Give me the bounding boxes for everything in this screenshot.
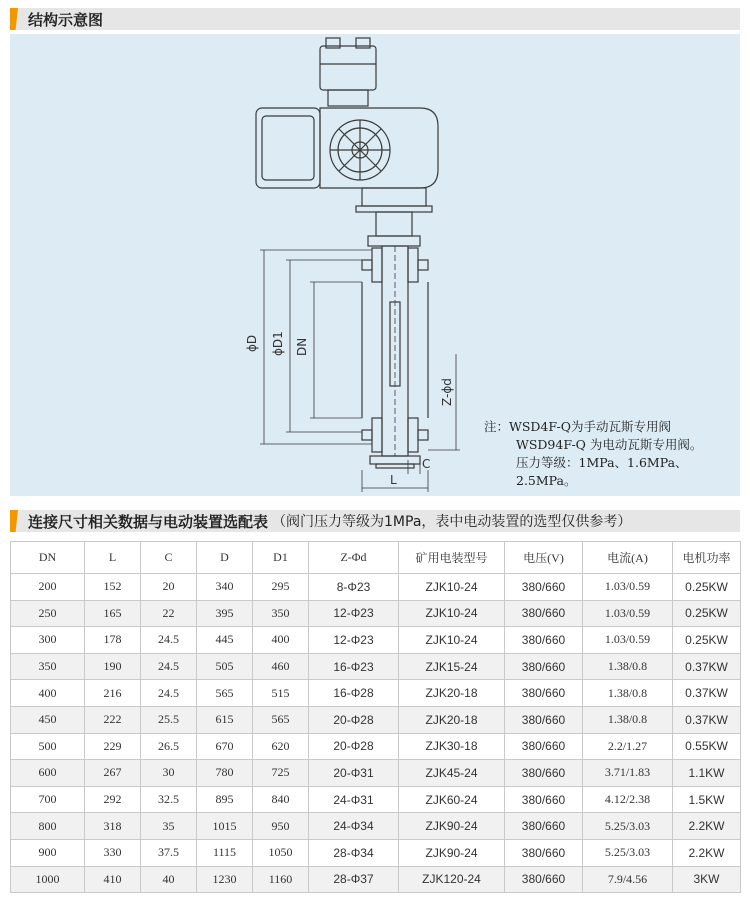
table-cell: 445 bbox=[197, 627, 253, 654]
note-line-2: WSD94F-Q 为电动瓦斯专用阀。 bbox=[516, 437, 703, 452]
table-cell: ZJK60-24 bbox=[399, 786, 505, 813]
table-cell: 1.03/0.59 bbox=[583, 600, 673, 627]
table-cell: 380/660 bbox=[505, 813, 583, 840]
table-cell: 12-Φ23 bbox=[309, 627, 399, 654]
table-cell: ZJK15-24 bbox=[399, 653, 505, 680]
table-cell: 16-Φ28 bbox=[309, 680, 399, 707]
table-row bbox=[11, 866, 741, 893]
table-cell: 24.5 bbox=[141, 627, 197, 654]
table-cell: 565 bbox=[253, 706, 309, 733]
table-row bbox=[11, 839, 741, 866]
table-cell: 505 bbox=[197, 653, 253, 680]
diagram-note bbox=[484, 418, 702, 490]
table-cell: 222 bbox=[85, 706, 141, 733]
col-header: Z-Φd bbox=[309, 542, 399, 574]
table-cell: ZJK120-24 bbox=[399, 866, 505, 893]
table-cell: ZJK20-18 bbox=[399, 680, 505, 707]
table-cell: ZJK10-24 bbox=[399, 600, 505, 627]
section-subtitle: （阀门压力等级为1MPa，表中电动装置的选型仅供参考） bbox=[272, 514, 632, 530]
table-cell: ZJK10-24 bbox=[399, 627, 505, 654]
table-cell: 200 bbox=[11, 574, 85, 601]
col-header: C bbox=[141, 542, 197, 574]
table-cell: 515 bbox=[253, 680, 309, 707]
table-cell: 950 bbox=[253, 813, 309, 840]
table-cell: 2.2KW bbox=[673, 813, 741, 840]
label-zphid: Z-ϕd bbox=[440, 378, 454, 406]
table-cell: 318 bbox=[85, 813, 141, 840]
table-cell: 400 bbox=[253, 627, 309, 654]
table-cell: 229 bbox=[85, 733, 141, 760]
table-cell: 0.25KW bbox=[673, 574, 741, 601]
section-title: 连接尺寸相关数据与电动装置选配表 bbox=[28, 512, 269, 531]
table-header-row bbox=[11, 542, 741, 574]
table-cell: 840 bbox=[253, 786, 309, 813]
table-cell: 20-Φ31 bbox=[309, 760, 399, 787]
table-cell: 28-Φ34 bbox=[309, 839, 399, 866]
label-c: C bbox=[422, 457, 431, 471]
table-cell: 1.38/0.8 bbox=[583, 653, 673, 680]
table-cell: 1015 bbox=[197, 813, 253, 840]
label-phid: ϕD bbox=[245, 334, 259, 352]
table-cell: 380/660 bbox=[505, 706, 583, 733]
col-header: 矿用电装型号 bbox=[399, 542, 505, 574]
table-cell: 0.37KW bbox=[673, 680, 741, 707]
table-cell: 32.5 bbox=[141, 786, 197, 813]
note-line-3: 压力等级：1MPa、1.6MPa、 bbox=[516, 455, 688, 470]
table-cell: ZJK10-24 bbox=[399, 574, 505, 601]
table-cell: 292 bbox=[85, 786, 141, 813]
table-row bbox=[11, 680, 741, 707]
table-cell: 22 bbox=[141, 600, 197, 627]
table-cell: 178 bbox=[85, 627, 141, 654]
table-cell: 5.25/3.03 bbox=[583, 839, 673, 866]
junction-box bbox=[320, 46, 376, 90]
table-cell: 670 bbox=[197, 733, 253, 760]
col-header: DN bbox=[11, 542, 85, 574]
table-cell: 330 bbox=[85, 839, 141, 866]
section-header-table bbox=[10, 510, 740, 532]
table-cell: 400 bbox=[11, 680, 85, 707]
table-cell: 35 bbox=[141, 813, 197, 840]
col-header: 电流(A) bbox=[583, 542, 673, 574]
table-cell: 7.9/4.56 bbox=[583, 866, 673, 893]
accent-tab bbox=[10, 510, 18, 532]
col-header: D bbox=[197, 542, 253, 574]
table-cell: 500 bbox=[11, 733, 85, 760]
table-cell: 152 bbox=[85, 574, 141, 601]
table-cell: 600 bbox=[11, 760, 85, 787]
table-row bbox=[11, 653, 741, 680]
table-cell: 350 bbox=[11, 653, 85, 680]
table-row bbox=[11, 733, 741, 760]
note-line-4: 2.5MPa。 bbox=[516, 473, 577, 488]
table-cell: 267 bbox=[85, 760, 141, 787]
table-row bbox=[11, 706, 741, 733]
table-cell: 1.38/0.8 bbox=[583, 680, 673, 707]
table-cell: 1.03/0.59 bbox=[583, 574, 673, 601]
table-cell: 24.5 bbox=[141, 680, 197, 707]
note-line-1: 注：WSD4F-Q为手动瓦斯专用阀 bbox=[484, 419, 671, 434]
label-l: L bbox=[390, 473, 397, 487]
table-cell: 800 bbox=[11, 813, 85, 840]
table-cell: 900 bbox=[11, 839, 85, 866]
table-cell: ZJK20-18 bbox=[399, 706, 505, 733]
table-cell: 24.5 bbox=[141, 653, 197, 680]
table-cell: 1050 bbox=[253, 839, 309, 866]
table-cell: 410 bbox=[85, 866, 141, 893]
col-header: 电压(V) bbox=[505, 542, 583, 574]
table-cell: 1115 bbox=[197, 839, 253, 866]
table-cell: 1000 bbox=[11, 866, 85, 893]
table-cell: 24-Φ34 bbox=[309, 813, 399, 840]
table-cell: 450 bbox=[11, 706, 85, 733]
table-cell: 380/660 bbox=[505, 653, 583, 680]
table-cell: 250 bbox=[11, 600, 85, 627]
table-cell: 24-Φ31 bbox=[309, 786, 399, 813]
table-row bbox=[11, 786, 741, 813]
table-cell: 28-Φ37 bbox=[309, 866, 399, 893]
table-cell: 20-Φ28 bbox=[309, 733, 399, 760]
table-cell: 37.5 bbox=[141, 839, 197, 866]
table-cell: 0.25KW bbox=[673, 627, 741, 654]
table-cell: 12-Φ23 bbox=[309, 600, 399, 627]
table-cell: ZJK30-18 bbox=[399, 733, 505, 760]
table-cell: 395 bbox=[197, 600, 253, 627]
table-cell: 16-Φ23 bbox=[309, 653, 399, 680]
table-cell: 1.1KW bbox=[673, 760, 741, 787]
table-cell: 350 bbox=[253, 600, 309, 627]
table-cell: 4.12/2.38 bbox=[583, 786, 673, 813]
table-cell: 895 bbox=[197, 786, 253, 813]
table-cell: 0.37KW bbox=[673, 653, 741, 680]
table-cell: 780 bbox=[197, 760, 253, 787]
table-cell: 3KW bbox=[673, 866, 741, 893]
table-cell: 165 bbox=[85, 600, 141, 627]
table-cell: 380/660 bbox=[505, 733, 583, 760]
table-cell: 190 bbox=[85, 653, 141, 680]
accent-tab bbox=[10, 8, 18, 30]
dimension-lines bbox=[260, 250, 460, 492]
table-cell: 1.38/0.8 bbox=[583, 706, 673, 733]
table-row bbox=[11, 627, 741, 654]
table-cell: 0.37KW bbox=[673, 706, 741, 733]
table-cell: 460 bbox=[253, 653, 309, 680]
table-cell: 725 bbox=[253, 760, 309, 787]
table-cell: 380/660 bbox=[505, 574, 583, 601]
col-header: 电机功率 bbox=[673, 542, 741, 574]
table-cell: 380/660 bbox=[505, 839, 583, 866]
table-cell: 216 bbox=[85, 680, 141, 707]
table-cell: 565 bbox=[197, 680, 253, 707]
table-cell: 30 bbox=[141, 760, 197, 787]
col-header: L bbox=[85, 542, 141, 574]
table-cell: 700 bbox=[11, 786, 85, 813]
table-cell: 380/660 bbox=[505, 627, 583, 654]
label-dn: DN bbox=[295, 337, 309, 356]
table-cell: 8-Φ23 bbox=[309, 574, 399, 601]
table-cell: 5.25/3.03 bbox=[583, 813, 673, 840]
table-cell: 300 bbox=[11, 627, 85, 654]
motor-body bbox=[256, 108, 320, 188]
table-cell: 2.2KW bbox=[673, 839, 741, 866]
table-cell: ZJK90-24 bbox=[399, 839, 505, 866]
table-row bbox=[11, 600, 741, 627]
table-cell: 0.55KW bbox=[673, 733, 741, 760]
table-cell: 1160 bbox=[253, 866, 309, 893]
table-cell: 620 bbox=[253, 733, 309, 760]
table-cell: 340 bbox=[197, 574, 253, 601]
table-row bbox=[11, 574, 741, 601]
table-cell: 295 bbox=[253, 574, 309, 601]
table-cell: 1.5KW bbox=[673, 786, 741, 813]
col-header: D1 bbox=[253, 542, 309, 574]
table-cell: 380/660 bbox=[505, 866, 583, 893]
structure-diagram-panel bbox=[10, 34, 740, 496]
table-cell: ZJK90-24 bbox=[399, 813, 505, 840]
table-cell: 615 bbox=[197, 706, 253, 733]
table-row bbox=[11, 760, 741, 787]
table-cell: 1230 bbox=[197, 866, 253, 893]
table-cell: 380/660 bbox=[505, 680, 583, 707]
table-cell: 380/660 bbox=[505, 760, 583, 787]
table-cell: 0.25KW bbox=[673, 600, 741, 627]
table-cell: 1.03/0.59 bbox=[583, 627, 673, 654]
table-cell: 40 bbox=[141, 866, 197, 893]
table-row bbox=[11, 813, 741, 840]
table-cell: 26.5 bbox=[141, 733, 197, 760]
section-title: 结构示意图 bbox=[28, 10, 104, 29]
table-cell: 3.71/1.83 bbox=[583, 760, 673, 787]
spec-table bbox=[10, 541, 741, 893]
table-cell: 380/660 bbox=[505, 600, 583, 627]
table-cell: 20 bbox=[141, 574, 197, 601]
label-phid1: ϕD1 bbox=[271, 331, 285, 356]
table-cell: 20-Φ28 bbox=[309, 706, 399, 733]
table-cell: 25.5 bbox=[141, 706, 197, 733]
table-cell: 380/660 bbox=[505, 786, 583, 813]
table-cell: ZJK45-24 bbox=[399, 760, 505, 787]
section-header-structure bbox=[10, 8, 740, 30]
table-cell: 2.2/1.27 bbox=[583, 733, 673, 760]
